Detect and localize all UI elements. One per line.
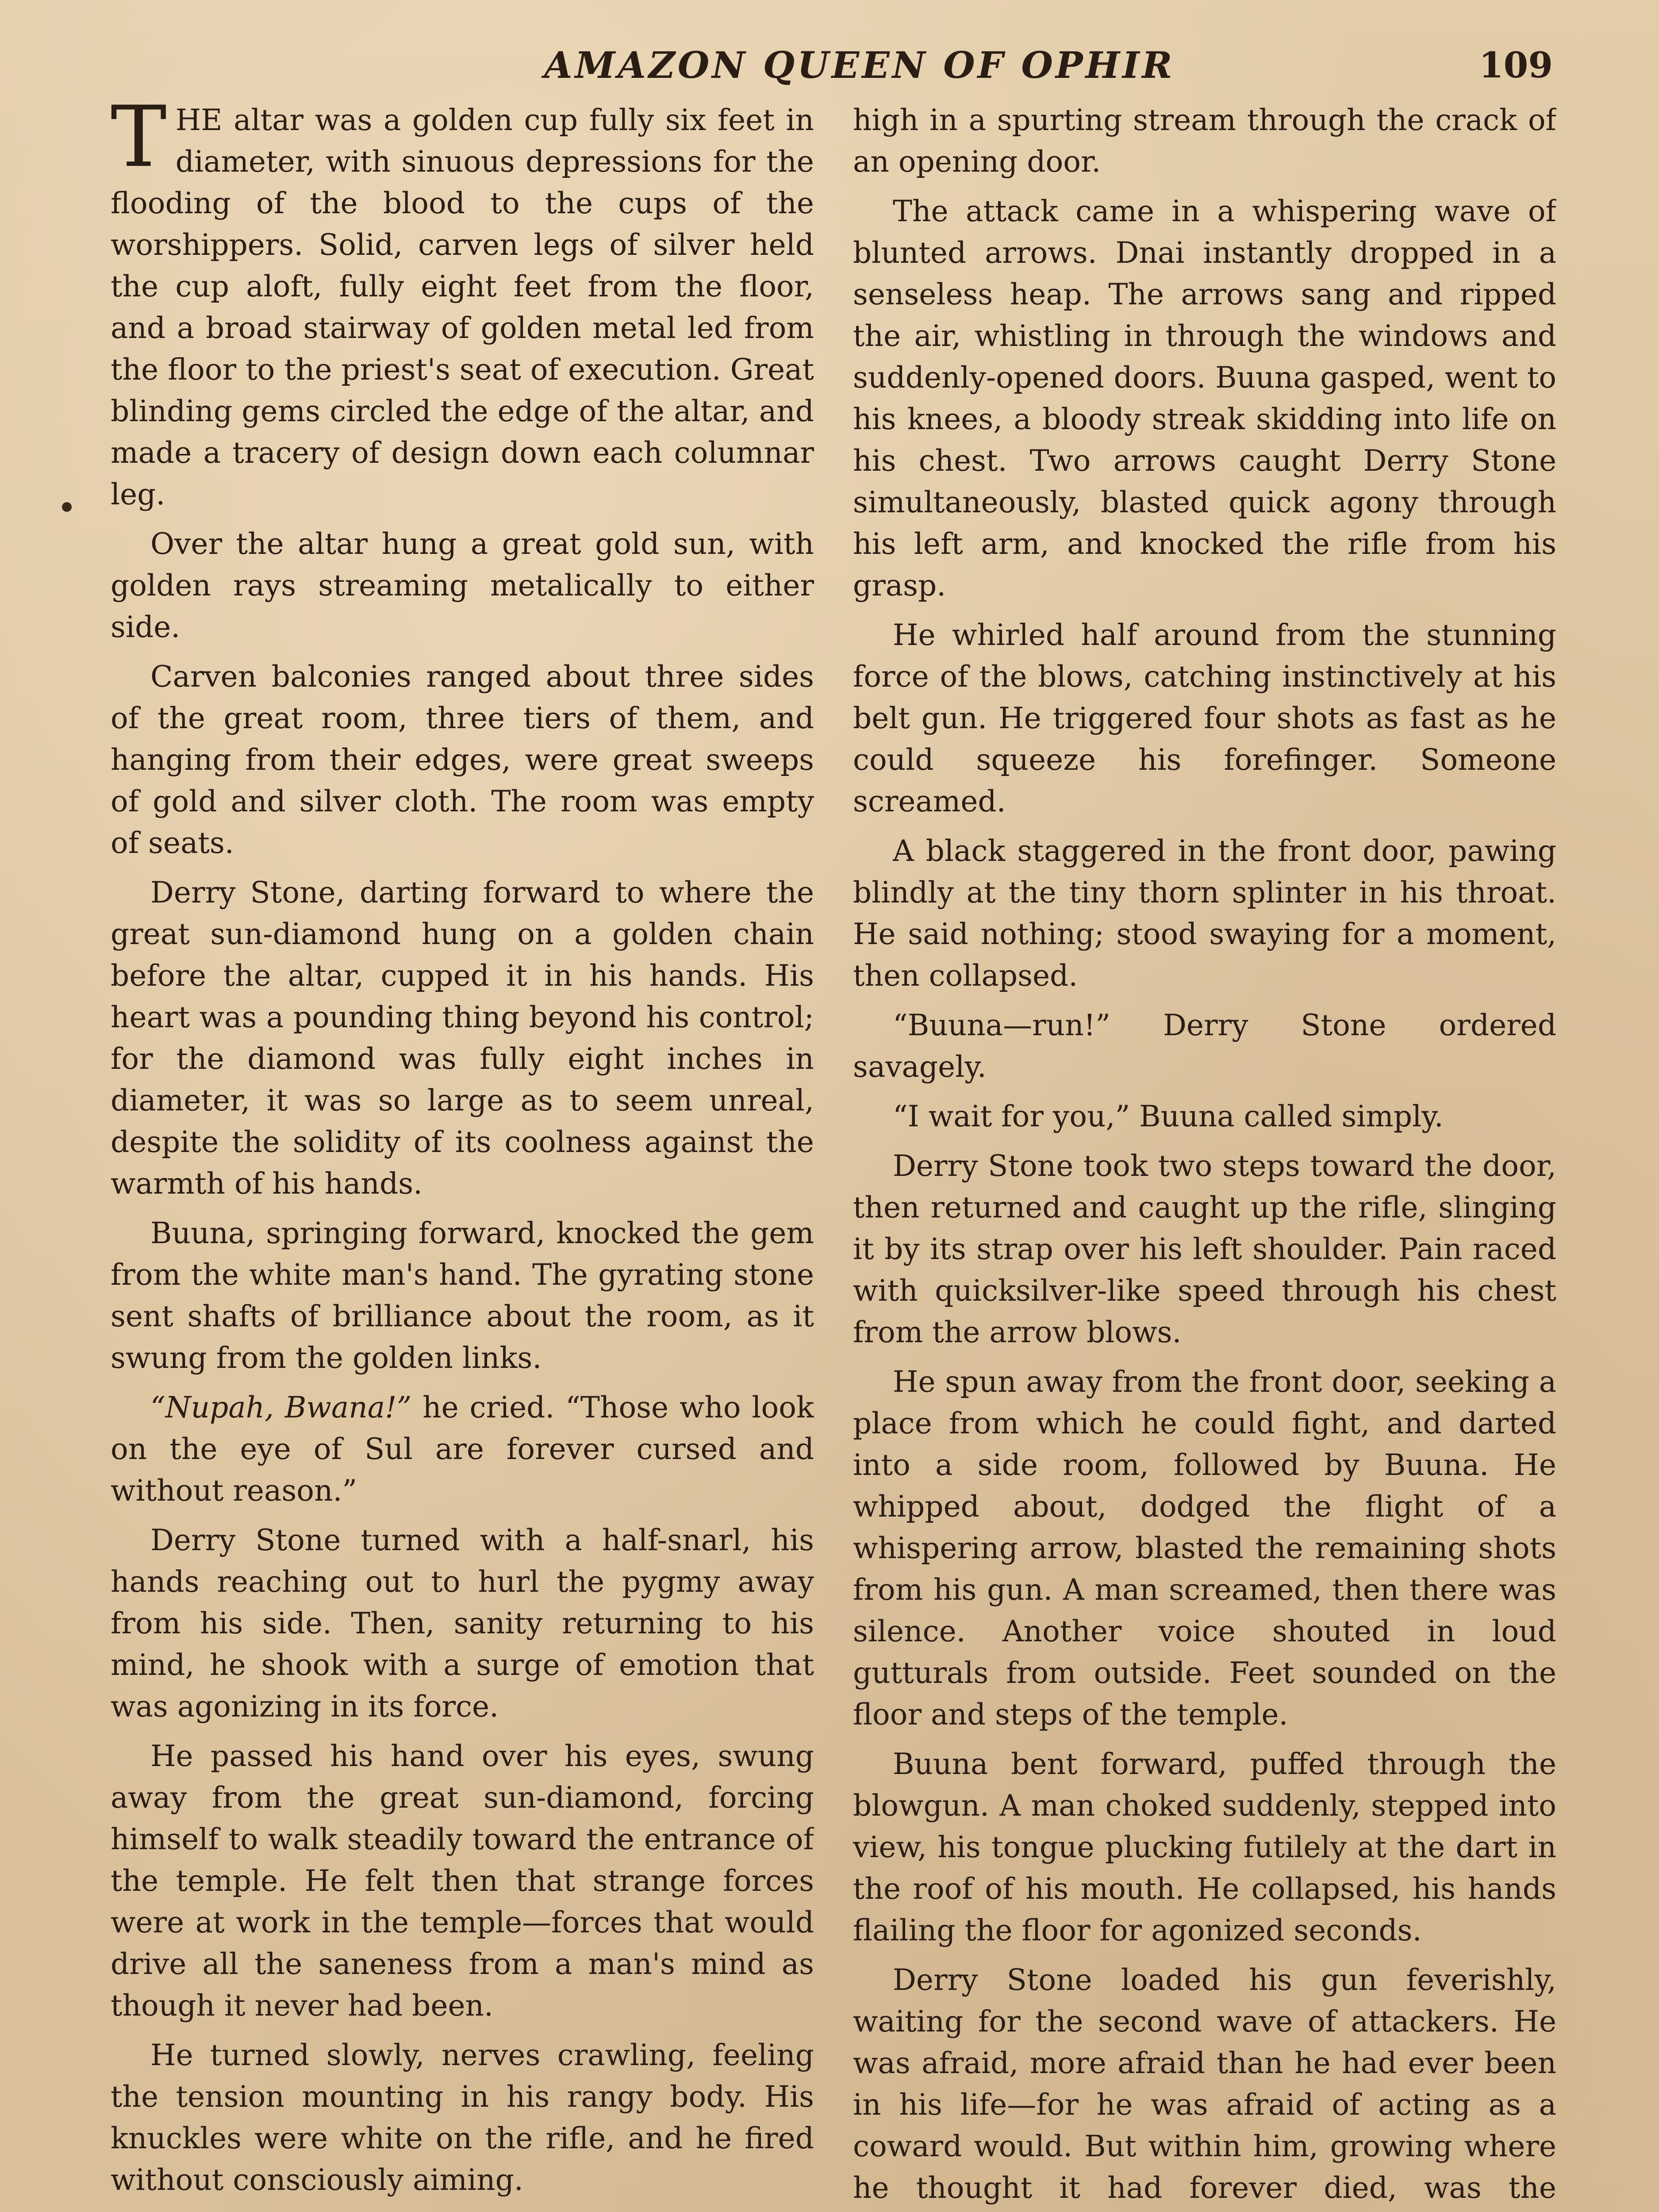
paragraph bbox=[111, 2209, 814, 2212]
paragraph: Derry Stone, darting forward to where the great sun-diamond hung on a golden chain before the altar, cupped it in his hands. His heart was a pounding thing beyond his control; for the diamond was fully eight inches in diameter, it was so large as to seem unreal, despite the solidity of its coolness against the warmth of his hands. bbox=[111, 876, 814, 1201]
paragraph: He turned slowly, nerves crawling, feeling the tension mounting in his rangy body. His knuckles were white on the rifle, and he fired without consciously aiming. bbox=[111, 2038, 814, 2197]
drop-cap: T bbox=[111, 100, 167, 186]
paragraph: Over the altar hung a great gold sun, with golden rays streaming metalically to either side. bbox=[111, 527, 814, 644]
paragraph: A black staggered in the front door, pawing blindly at the tiny thorn splinter in his throat. He said nothing; stood swaying for a moment, then collapsed. bbox=[853, 834, 1556, 993]
page-header bbox=[0, 44, 1659, 93]
paragraph: Derry Stone took two steps toward the door, then returned and caught up the rifle, slinging it by its strap over his left shoulder. Pain raced with quicksilver-like speed through his chest from the arrow blows. bbox=[853, 1149, 1556, 1349]
paragraph: “I wait for you,” Buuna called simply. bbox=[893, 1099, 1444, 1133]
left-text-column bbox=[111, 100, 814, 2212]
paragraph: “Buuna—run!” Derry Stone ordered savagely. bbox=[853, 1008, 1556, 1084]
page-number: 109 bbox=[1479, 44, 1553, 86]
paragraph: Derry Stone loaded his gun feverishly, waiting for the second wave of attackers. He was afraid, more afraid than he had ever been in his life—for he was afraid of acting as a coward would. But within him, growing where he thought it had forever died, was the bbox=[853, 1963, 1556, 2205]
paragraph bbox=[111, 1387, 814, 1512]
paragraph: Buuna, springing forward, knocked the gem from the white man's hand. The gyrating stone sent shafts of brilliance about the room, as it swung from the golden links. bbox=[111, 1216, 814, 1375]
paragraph bbox=[111, 100, 814, 515]
paragraph: Carven balconies ranged about three sides of the great room, three tiers of them, and hanging from their edges, were great sweeps of gold and silver cloth. The room was empty of seats. bbox=[111, 660, 814, 860]
ink-speck bbox=[62, 502, 72, 512]
running-title: AMAZON QUEEN OF OPHIR bbox=[544, 44, 1175, 87]
paragraph: He spun away from the front door, seeking a place from which he could fight, and darted into a side room, followed by Buuna. He whipped about, dodged the flight of a whispering arrow, blasted the remaining shots from his gun. A man screamed, then there was silence. Another voice shouted in loud gutturals from outside. Feet sounded on the floor and steps of the temple. bbox=[853, 1365, 1556, 1732]
italic-exclamation: “Nupah, Bwana!” bbox=[150, 1390, 412, 1425]
paragraph: He whirled half around from the stunning force of the blows, catching instinctively at his belt gun. He triggered four shots as fast as he could squeeze his forefinger. Someone screamed. bbox=[853, 618, 1556, 818]
paragraph: high in a spurting stream through the crack of an opening door. bbox=[853, 103, 1556, 179]
paragraph: The attack came in a whispering wave of blunted arrows. Dnai instantly dropped in a senseless heap. The arrows sang and ripped the air, whistling in through the windows and suddenly-opened doors. Buuna gasped, went to his knees, a bloody streak skidding into life on his chest. Two arrows caught Derry Stone simultaneously, blasted quick agony through his left arm, and knocked the rifle from his grasp. bbox=[853, 194, 1556, 603]
right-text-column bbox=[853, 100, 1556, 2212]
paragraph: He passed his hand over his eyes, swung away from the great sun-diamond, forcing himself to walk steadily toward the entrance of the temple. He felt then that strange forces were at work in the temple—forces that would drive all the saneness from a man's mind as though it never had been. bbox=[111, 1739, 814, 2023]
paragraph-text: he cried. “Those who look on the eye of Sul are forever cursed and without reason.” bbox=[111, 1390, 814, 1508]
paragraph: Derry Stone turned with a half-snarl, his hands reaching out to hurl the pygmy away from his side. Then, sanity returning to his mind, he shook with a surge of emotion that was agonizing in its force. bbox=[111, 1523, 814, 1724]
paragraph: Buuna bent forward, puffed through the blowgun. A man choked suddenly, stepped into view, his tongue plucking futilely at the dart in the roof of his mouth. He collapsed, his hands flailing the floor for agonized seconds. bbox=[853, 1747, 1556, 1947]
paragraph-text: HE altar was a golden cup fully six feet in diameter, with sinuous depressions for the flooding of the blood to the cups of the worshippers. Solid, carven legs of silver held the cup aloft, fully eight feet from the floor, and a broad stairway of golden metal led from the floor to the priest's seat of execution. Great blinding gems circled the edge of the altar, and made a tracery of design down each columnar leg. bbox=[111, 103, 814, 511]
